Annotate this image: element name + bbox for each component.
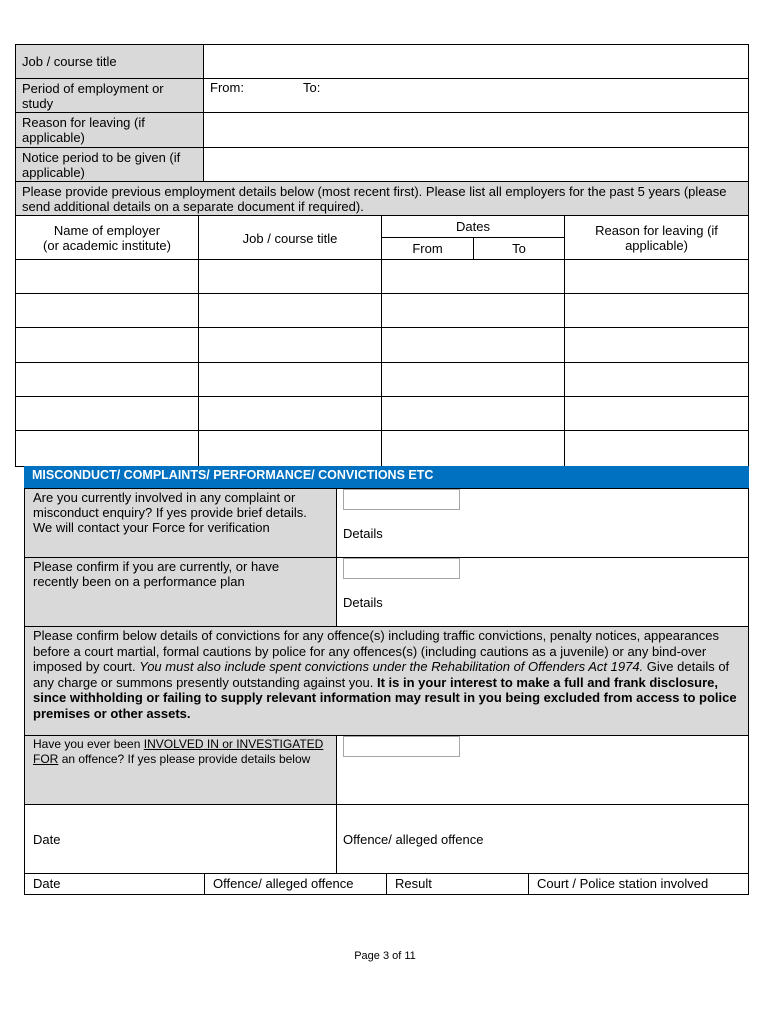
- complaint-answer: [336, 488, 749, 558]
- col-header-reason: [564, 215, 749, 260]
- convictions-italic: You must also include spent convictions under the Rehabilitation of Offenders Act 1974.: [139, 659, 644, 675]
- col-header-reason-text: Reason for leaving (if applicable): [595, 223, 718, 253]
- complaint-question: [24, 488, 337, 558]
- offence-question-post: an offence? If yes please provide details below: [61, 752, 311, 766]
- history-instructions-text: Please provide previous employment details below (most recent first). Please list all employers for the past 5 years (please send additional details on a separate document if required).: [22, 184, 727, 214]
- footer-col-court-text: Court / Police station involved: [537, 876, 709, 891]
- offence-answer: [336, 735, 749, 805]
- col-header-job-text: Job / course title: [242, 231, 338, 246]
- footer-col-result-text: Result: [395, 876, 432, 891]
- performance-details-label: Details: [343, 595, 383, 610]
- offence-date-label: Date: [33, 832, 61, 847]
- column-divider: [564, 259, 565, 467]
- history-rows: [15, 259, 749, 467]
- footer-col-result[interactable]: [386, 873, 529, 895]
- col-header-employer-line2: (or academic institute): [43, 238, 171, 253]
- footer-col-date-text: Date: [33, 876, 61, 891]
- offence-date-cell[interactable]: [24, 804, 337, 874]
- footer-col-court[interactable]: [528, 873, 749, 895]
- misconduct-header: [24, 466, 749, 489]
- table-row[interactable]: [15, 259, 749, 294]
- job-title-label: [15, 44, 204, 79]
- performance-yes-no-input[interactable]: [343, 558, 460, 579]
- notice-period-label-text: Notice period to be given (if applicable): [22, 150, 181, 180]
- offence-description-cell[interactable]: [336, 804, 749, 874]
- convictions-bold: It is in your interest to make a full and frank disclosure, since withholding or failing to supply relevant information may result in you being excluded from access to police premises or other assets.: [33, 674, 737, 721]
- column-divider: [198, 259, 199, 467]
- convictions-mid: Give details of any charge or summons presently outstanding against you.: [33, 659, 730, 690]
- col-header-from: [381, 237, 474, 260]
- notice-period-label: [15, 147, 204, 182]
- footer-col-offence[interactable]: [204, 873, 387, 895]
- complaint-yes-no-input[interactable]: [343, 489, 460, 510]
- reason-leaving-label-text: Reason for leaving (if applicable): [22, 115, 145, 145]
- offence-question-underline: INVOLVED IN or INVESTIGATED FOR: [33, 737, 324, 766]
- offence-description-label: Offence/ alleged offence: [343, 832, 484, 847]
- history-instructions: [15, 181, 749, 216]
- col-header-to: [473, 237, 565, 260]
- complaint-question-text: Are you currently involved in any complaint or misconduct enquiry? If yes provide brief details. We will contact your Force for verification: [33, 490, 307, 535]
- col-header-from-text: From: [412, 241, 443, 256]
- reason-leaving-label: [15, 112, 204, 148]
- period-label-text: Period of employment or study: [22, 81, 164, 111]
- table-row[interactable]: [15, 430, 749, 467]
- reason-leaving-field[interactable]: [203, 112, 749, 148]
- convictions-intro: Please confirm below details of convictions for any offence(s) including traffic convictions, penalty notices, appearances before a court martial, formal cautions by police for any offences(s) (including cautions as a juvenile) or any bind-over imposed by court.: [33, 628, 719, 675]
- table-row[interactable]: [15, 396, 749, 431]
- col-header-job: [198, 215, 382, 260]
- job-title-field[interactable]: [203, 44, 749, 79]
- offence-question-pre: Have you ever been: [33, 737, 141, 751]
- performance-question: [24, 557, 337, 627]
- column-divider: [381, 259, 382, 467]
- convictions-notice: [24, 626, 749, 736]
- col-header-dates-text: Dates: [456, 219, 490, 234]
- performance-question-text: Please confirm if you are currently, or have recently been on a performance plan: [33, 559, 280, 589]
- period-label: [15, 78, 204, 113]
- col-header-employer: [15, 215, 199, 260]
- job-title-label-text: Job / course title: [22, 54, 117, 69]
- table-row[interactable]: [15, 293, 749, 328]
- period-field[interactable]: [203, 78, 749, 113]
- col-header-employer-line1: Name of employer: [53, 223, 161, 238]
- period-to-label: To:: [303, 80, 321, 95]
- performance-answer: [336, 557, 749, 627]
- table-row[interactable]: [15, 327, 749, 363]
- table-row[interactable]: [15, 362, 749, 397]
- complaint-details-label: Details: [343, 526, 383, 541]
- col-header-to-text: To: [512, 241, 526, 256]
- footer-col-date[interactable]: [24, 873, 205, 895]
- offence-question: [24, 735, 337, 805]
- col-header-dates: [381, 215, 565, 238]
- page-number: Page 3 of 11: [354, 950, 416, 962]
- misconduct-header-text: MISCONDUCT/ COMPLAINTS/ PERFORMANCE/ CONVICTIONS ETC: [32, 468, 434, 482]
- notice-period-field[interactable]: [203, 147, 749, 182]
- offence-yes-no-input[interactable]: [343, 736, 460, 757]
- period-from-label: From:: [210, 80, 244, 95]
- footer-col-offence-text: Offence/ alleged offence: [213, 876, 354, 891]
